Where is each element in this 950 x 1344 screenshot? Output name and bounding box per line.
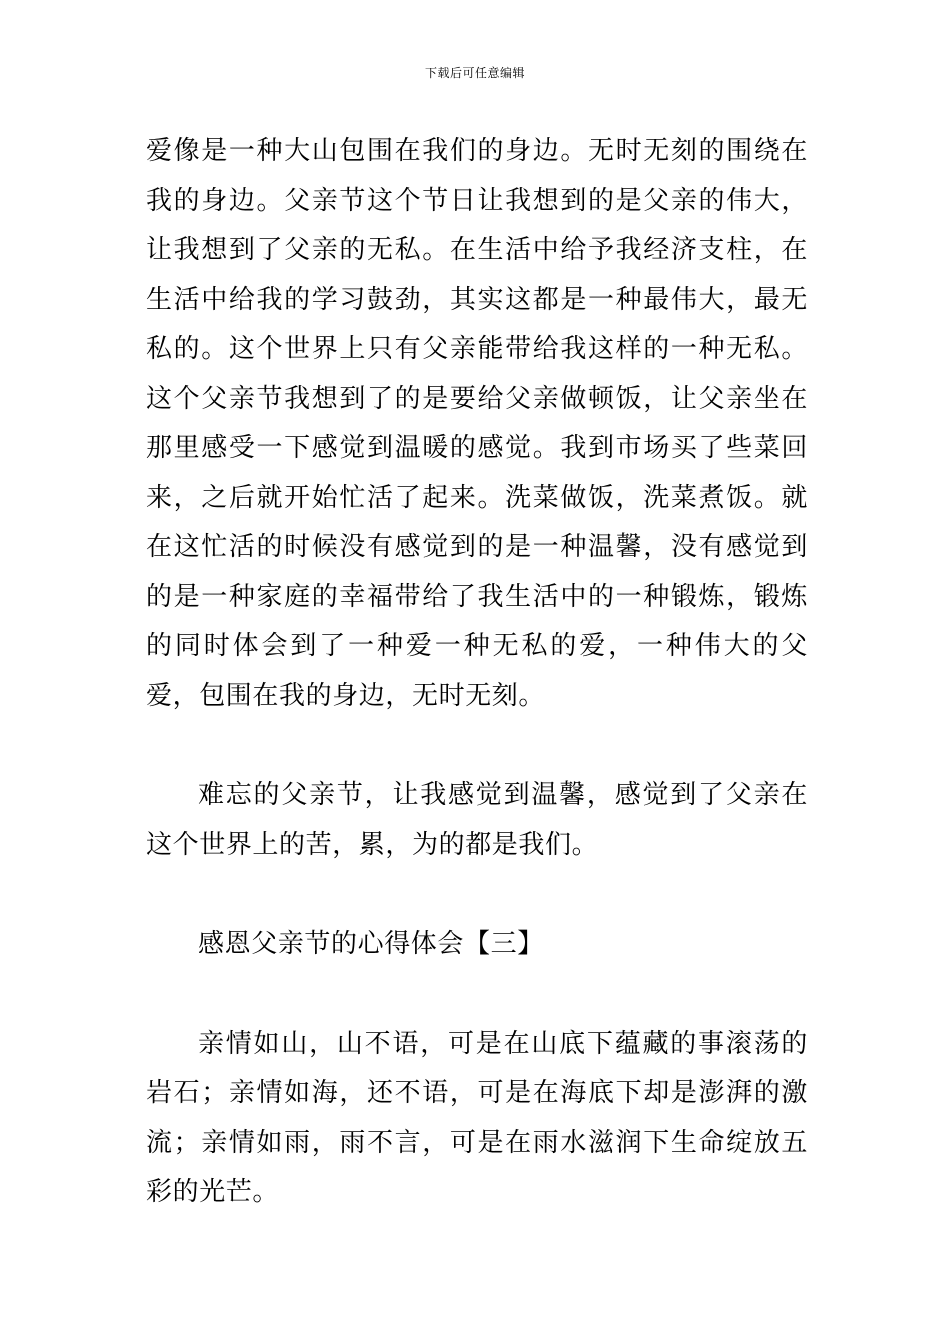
document-body bbox=[146, 127, 808, 1218]
paragraph-gap bbox=[146, 721, 808, 771]
header-note: 下载后可任意编辑 bbox=[424, 66, 525, 80]
paragraph-1: 爱像是一种大山包围在我们的身边。无时无刻的围绕在我的身边。父亲节这个节日让我想到的是父亲的伟大，让我想到了父亲的无私。在生活中给予我经济支柱，在生活中给我的学习鼓劲，其实这都是一种最伟大，最无私的。这个世界上只有父亲能带给我这样的一种无私。这个父亲节我想到了的是要给父亲做顿饭，让父亲坐在那里感受一下感觉到温暖的感觉。我到市场买了些菜回来，之后就开始忙活了起来。洗菜做饭，洗菜煮饭。就在这忙活的时候没有感觉到的是一种温馨，没有感觉到的是一种家庭的幸福带给了我生活中的一种锻炼，锻炼的同时体会到了一种爱一种无私的爱，一种伟大的父爱，包围在我的身边，无时无刻。 bbox=[146, 136, 808, 711]
paragraph-2: 难忘的父亲节，让我感觉到温馨，感觉到了父亲在这个世界上的苦，累，为的都是我们。 bbox=[146, 780, 808, 860]
paragraph-gap bbox=[146, 970, 808, 1020]
paragraph-3: 亲情如山，山不语，可是在山底下蕴藏的事滚荡的岩石；亲情如海，还不语，可是在海底下却是澎湃的激流；亲情如雨，雨不言，可是在雨水滋润下生命绽放五彩的光芒。 bbox=[146, 1028, 808, 1207]
paragraph-gap bbox=[146, 870, 808, 920]
section-heading: 感恩父亲节的心得体会【三】 bbox=[198, 929, 544, 959]
